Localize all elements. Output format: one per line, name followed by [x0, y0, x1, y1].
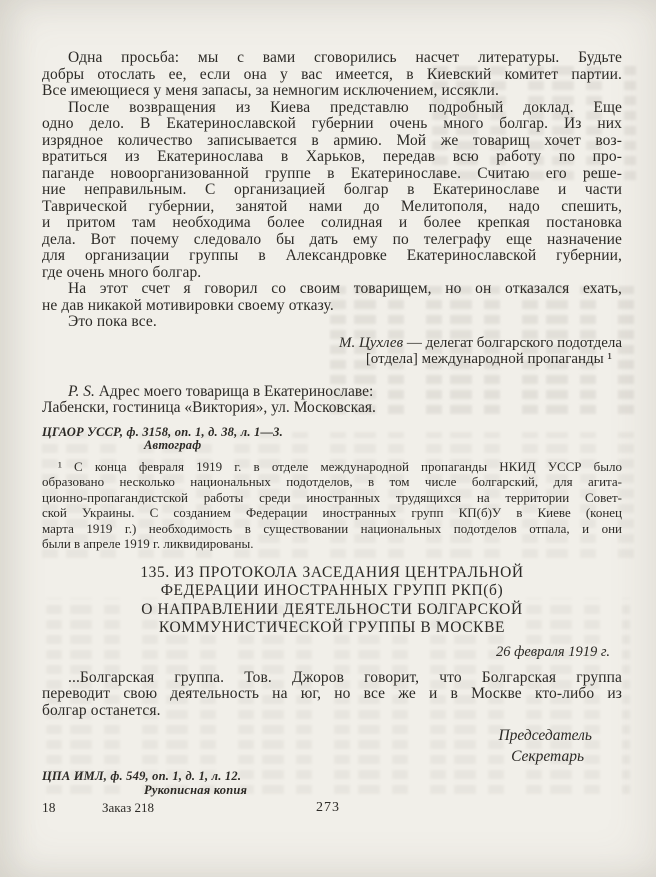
document-title-line: О НАПРАВЛЕНИИ ДЕЯТЕЛЬНОСТИ БОЛГАРСКОЙ	[141, 600, 523, 618]
letter-paragraph	[42, 314, 622, 331]
page-footer	[0, 800, 656, 820]
letter-paragraph-line: добры отослать ее, если она у вас имеется, в Киевский комитет партии.	[42, 65, 622, 83]
page-number: 273	[316, 800, 340, 815]
letter-paragraph-line: одно дело. В Екатеринославской губернии очень много болгар. Из них	[42, 115, 622, 132]
letter-paragraph-line: Одна просьба: мы с вами сговорились насчет литературы. Будьте	[68, 49, 622, 66]
letter-paragraph-line: После возвращения из Киева представлю подробный доклад. Еще	[68, 98, 622, 116]
footnote-line: были в апреле 1919 г. ликвидированы.	[42, 536, 254, 551]
protocol-body-line: болгар останется.	[42, 701, 161, 719]
letter-paragraph-line: изрядное количество записывается в армию. Мой же товарищ хочет воз-	[42, 131, 622, 149]
signatory-chairman: Председатель	[498, 727, 592, 745]
letter-paragraph	[42, 50, 622, 100]
document-title-line: КОММУНИСТИЧЕСКОЙ ГРУППЫ В МОСКВЕ	[158, 619, 506, 637]
letter-paragraph-line: и притом там необходима более солидная и более крепкая постановка	[42, 214, 622, 231]
archive-reference-protocol	[42, 770, 622, 797]
signature-line	[42, 335, 622, 351]
footnote-line: ской Украины. С созданием Федерации иностранных групп КП(б)У в Киеве (конец	[42, 505, 622, 520]
signatory-secretary: Секретарь	[511, 748, 584, 766]
signature-name: М. Цухлев	[339, 334, 404, 351]
document-type-label: Рукописная копия	[144, 782, 248, 797]
printer-sheet-number: 18	[42, 800, 56, 815]
letter-paragraph-line: где очень много болгар.	[42, 263, 202, 281]
letter-paragraph-line: вратиться из Екатеринослава в Харьков, передав всю работу по про-	[42, 148, 622, 165]
letter-paragraph-line: Это пока все.	[68, 313, 157, 330]
letter-paragraph-line: Все имеющиеся у меня запасы, за немногим исключением, иссякли.	[42, 82, 499, 99]
postscript	[42, 384, 622, 417]
letter-signature	[42, 335, 622, 367]
footnote-line: марта 1919 г.) необходимость в существовании национальных подотделов отпала, и они	[42, 520, 622, 536]
footnote-line: ¹ С конца февраля 1919 г. в отделе международной пропаганды НКИД УССР было	[58, 458, 622, 474]
signature-role-continued: [отдела] международной пропаганды ¹	[365, 350, 612, 367]
footnote-line: образовано несколько национальных подотделов, в том числе болгарский, для агита-	[42, 474, 622, 489]
letter-paragraph-line: дела. Вот почему следовало бы дать ему по телеграфу еще назначение	[42, 230, 622, 248]
print-order-label: Заказ 218	[102, 800, 155, 815]
letter-paragraph	[42, 100, 622, 282]
document-title-line: 135. ИЗ ПРОТОКОЛА ЗАСЕДАНИЯ ЦЕНТРАЛЬНОЙ	[140, 563, 524, 581]
postscript-address: Лабенски, гостиница «Виктория», ул. Московская.	[42, 399, 376, 416]
protocol-body	[42, 670, 622, 720]
letter-paragraph-line: ние неправильным. С организацией болгар в Екатеринославе и части	[42, 181, 622, 198]
protocol-body-line: переводит свою деятельность на юг, но все же и в Москве кто-либо из	[42, 685, 622, 703]
document-title-line: ФЕДЕРАЦИИ ИНОСТРАННЫХ ГРУПП РКП(б)	[160, 582, 504, 600]
letter-paragraph-line: не дав никакой мотивировки своему отказу.	[42, 296, 334, 314]
footnote	[42, 459, 622, 552]
postscript-line	[42, 384, 622, 401]
letter-paragraph	[42, 281, 622, 314]
signature-role: — делегат болгарского подотдела	[406, 334, 622, 351]
letter-paragraph-line: для организации группы в Александровке Екатеринославской губернии,	[42, 247, 622, 264]
letter-paragraph-line: паганде новоорганизованной группе в Екатеринославе. Считаю его реше-	[42, 164, 622, 182]
protocol-body-line: ...Болгарская группа. Тов. Джоров говорит, что Болгарская группа	[68, 668, 622, 686]
postscript-text: Адрес моего товарища в Екатеринославе:	[98, 382, 374, 400]
document-title	[42, 564, 622, 638]
archive-reference-letter	[42, 426, 622, 453]
postscript-label: P. S.	[68, 382, 95, 400]
text-block	[42, 50, 622, 797]
letter-paragraph-line: На этот счет я говорил со своим товарищем, но он отказался ехать,	[68, 280, 622, 297]
document-date: 26 февраля 1919 г.	[495, 643, 610, 660]
letter-paragraph-line: Таврической губернии, занятой нами до Мелитополя, надо спешить,	[42, 197, 622, 215]
archive-citation: ЦГАОР УССР, ф. 3158, оп. 1, д. 38, л. 1—3.	[42, 424, 283, 439]
document-type-label: Автограф	[144, 438, 202, 452]
footnote-line: ционно-пропагандистской работы среди иностранных трудящихся на территории Совет-	[42, 489, 622, 505]
archive-citation: ЦПА ИМЛ, ф. 549, оп. 1, д. 1, л. 12.	[42, 769, 242, 784]
